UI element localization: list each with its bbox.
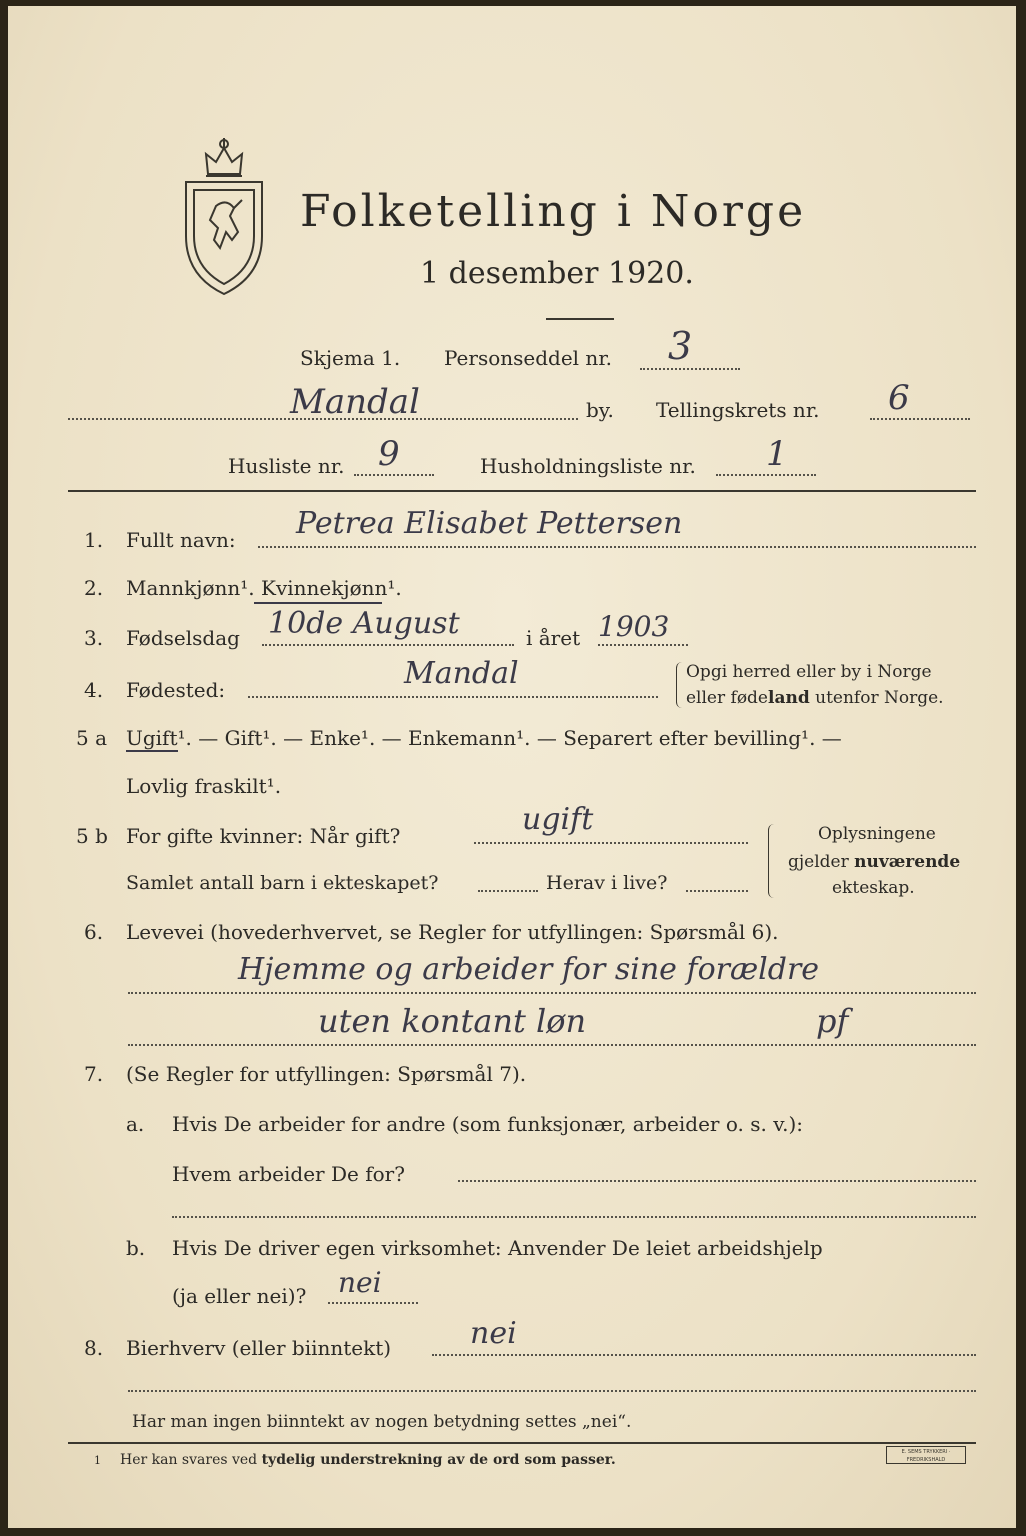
q5b-note-line2a: gjelder <box>788 852 855 872</box>
gender-options: Mannkjønn¹. Kvinnekjønn¹. <box>126 576 402 600</box>
q5b-number: 5 b <box>76 824 108 848</box>
census-date: 1 desember 1920. <box>420 256 694 291</box>
q7b-line <box>328 1302 418 1304</box>
occupation-value-line1: Hjemme og arbeider for sine forældre <box>238 952 820 987</box>
q7a-line1 <box>458 1180 976 1182</box>
q5b-line1 <box>474 842 748 844</box>
side-income-value: nei <box>470 1316 517 1351</box>
tellingskrets-line <box>870 418 970 420</box>
tellingskrets-value: 6 <box>888 378 910 418</box>
footnote-mark: 1 <box>94 1454 101 1467</box>
census-form <box>8 6 1016 1528</box>
ugift-option: Ugift <box>126 726 178 750</box>
kvinnekjonn-underline <box>254 602 382 604</box>
q5b-label3: Herav i live? <box>546 872 668 894</box>
q3-label: Fødselsdag <box>126 626 240 650</box>
q5b-note-line1: Oplysningene <box>818 824 936 844</box>
q3-number: 3. <box>84 626 104 650</box>
tellingskrets-label: Tellingskrets nr. <box>656 398 820 422</box>
birth-day-value: 10de August <box>268 606 460 641</box>
q3-day-line <box>262 644 514 646</box>
nei-instruction: Har man ingen biinntekt av nogen betydning settes „nei“. <box>132 1412 632 1432</box>
q4-number: 4. <box>84 678 104 702</box>
q3-year-line <box>598 644 688 646</box>
q4-note-line2a: eller føde <box>686 688 768 708</box>
q7a-label: Hvis De arbeider for andre (som funksjonær, arbeider o. s. v.): <box>172 1112 804 1136</box>
q1-line <box>258 546 976 548</box>
q4-note-line2c: utenfor Norge. <box>809 688 944 708</box>
q5b-brace <box>768 824 775 898</box>
other-marital-options: ¹. — Gift¹. — Enke¹. — Enkemann¹. — Separert efter bevilling¹. — <box>177 726 842 750</box>
q6-number: 6. <box>84 920 104 944</box>
lovlig-fraskilt: Lovlig fraskilt¹. <box>126 774 282 798</box>
husliste-line <box>354 474 434 476</box>
q4-note-line2b: land <box>768 688 810 708</box>
q4-brace <box>676 662 683 708</box>
birthplace-value: Mandal <box>404 656 519 691</box>
q7b-label: Hvis De driver egen virksomhet: Anvender De leiet arbeidshjelp <box>172 1236 823 1260</box>
q5b-line3 <box>686 890 748 892</box>
title-rule <box>546 318 614 320</box>
full-name-value: Petrea Elisabet Pettersen <box>296 506 683 541</box>
q5b-note-line2 <box>788 852 960 872</box>
printer-stamp <box>886 1446 966 1464</box>
husholdningsliste-line <box>716 474 816 476</box>
occupation-value-line2: uten kontant løn <box>318 1002 587 1040</box>
q7a-label2: Hvem arbeider De for? <box>172 1162 405 1186</box>
q7a-number: a. <box>126 1112 145 1136</box>
marital-status-options <box>126 726 842 750</box>
printer-stamp-text: E. SEMS TRYKKERI · FREDRIKSHALD <box>901 1449 951 1463</box>
footnote-text <box>120 1452 616 1468</box>
q8-line1 <box>432 1354 976 1356</box>
q6-line1 <box>128 992 976 994</box>
q8-label: Bierhverv (eller biinntekt) <box>126 1336 392 1360</box>
footnote-text-a: Her kan svares ved <box>120 1452 262 1468</box>
q6-line2 <box>128 1044 976 1046</box>
q5b-note-line2b: nuværende <box>854 852 961 872</box>
q6-label: Levevei (hovederhvervet, se Regler for utfyllingen: Spørsmål 6). <box>126 920 779 944</box>
husholdningsliste-value: 1 <box>766 434 788 474</box>
q2-number: 2. <box>84 576 104 600</box>
q7b-label2: (ja eller nei)? <box>172 1284 307 1308</box>
q4-note-line2 <box>686 688 944 708</box>
q4-label: Fødested: <box>126 678 226 702</box>
q5b-line2 <box>478 890 538 892</box>
header-rule <box>68 490 976 492</box>
hired-help-value: nei <box>338 1266 382 1299</box>
form-title: Folketelling i Norge <box>300 186 807 237</box>
q5b-label1: For gifte kvinner: Når gift? <box>126 824 401 848</box>
personseddel-label: Personseddel nr. <box>444 346 613 370</box>
footnote-text-b: tydelig understrekning av de ord som passer. <box>261 1452 616 1468</box>
personseddel-value: 3 <box>668 324 693 368</box>
husliste-value: 9 <box>378 434 400 474</box>
town-value: Mandal <box>290 382 420 422</box>
husliste-label: Husliste nr. <box>228 454 345 478</box>
skjema-label: Skjema 1. <box>300 346 401 370</box>
by-label: by. <box>586 398 614 422</box>
q3-year-label: i året <box>526 626 581 650</box>
q7a-line2 <box>172 1216 976 1218</box>
clerk-initials: pf <box>816 1002 849 1040</box>
birth-year-value: 1903 <box>598 610 670 643</box>
footnote-rule <box>68 1442 976 1444</box>
q7-number: 7. <box>84 1062 104 1086</box>
coat-of-arms-emblem <box>176 136 272 296</box>
q5b-note-line3: ekteskap. <box>832 878 915 898</box>
personseddel-line <box>640 368 740 370</box>
q8-line2 <box>128 1390 976 1392</box>
q4-line <box>248 696 658 698</box>
husholdningsliste-label: Husholdningsliste nr. <box>480 454 696 478</box>
q5a-number: 5 a <box>76 726 108 750</box>
q1-label: Fullt navn: <box>126 528 236 552</box>
when-married-value: ugift <box>522 802 594 837</box>
q1-number: 1. <box>84 528 104 552</box>
q7-label: (Se Regler for utfyllingen: Spørsmål 7). <box>126 1062 527 1086</box>
q5b-label2: Samlet antall barn i ekteskapet? <box>126 872 439 894</box>
q4-note-line1: Opgi herred eller by i Norge <box>686 662 932 682</box>
q8-number: 8. <box>84 1336 104 1360</box>
q7b-number: b. <box>126 1236 146 1260</box>
